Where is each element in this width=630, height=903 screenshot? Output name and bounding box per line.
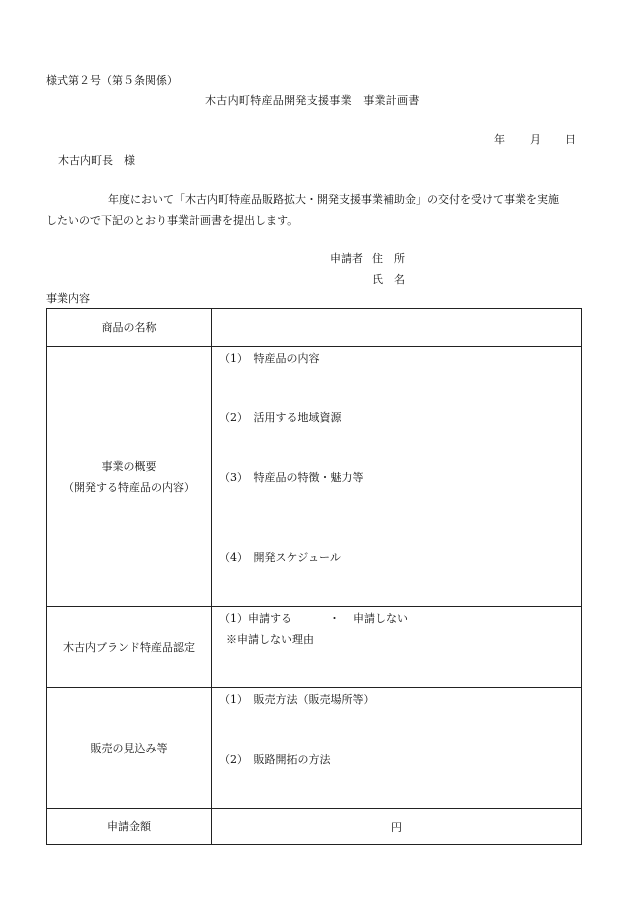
- section-label: 事業内容: [46, 292, 90, 305]
- overview-item-2: （2） 活用する地域資源: [219, 411, 342, 424]
- brand-separator: ・: [329, 612, 340, 625]
- brand-label: 木古内ブランド特産品認定: [47, 607, 212, 688]
- sales-item-1: （1） 販売方法（販売場所等）: [219, 693, 375, 706]
- table-row-amount: [47, 809, 582, 845]
- date-month-label: 月: [530, 133, 541, 146]
- overview-item-4: （4） 開発スケジュール: [219, 551, 341, 564]
- body-text-line-2: したいので下記のとおり事業計画書を提出します。: [46, 214, 299, 227]
- name-label: 氏 名: [372, 273, 405, 286]
- table-row-brand: [47, 607, 582, 688]
- table-row-product-name: [47, 309, 582, 347]
- sales-field[interactable]: [212, 688, 582, 809]
- form-number: 様式第２号（第５条関係）: [46, 74, 178, 87]
- overview-item-3: （3） 特産品の特徴・魅力等: [219, 471, 364, 484]
- overview-label-line-2: （開発する特産品の内容）: [63, 480, 195, 494]
- overview-label-line-1: 事業の概要: [101, 459, 157, 473]
- overview-field[interactable]: [212, 347, 582, 607]
- sales-label: 販売の見込み等: [47, 688, 212, 809]
- document-title: 木古内町特産品開発支援事業 事業計画書: [205, 94, 420, 107]
- brand-field[interactable]: [212, 607, 582, 688]
- address-label: 住 所: [372, 252, 405, 265]
- sales-item-2: （2） 販路開拓の方法: [219, 753, 331, 766]
- date-year-label: 年: [494, 133, 505, 146]
- product-name-field[interactable]: [212, 309, 582, 347]
- brand-option-not-apply[interactable]: 申請しない: [353, 612, 408, 625]
- addressee: 木古内町長 様: [58, 154, 135, 167]
- business-plan-table: [46, 308, 582, 845]
- table-row-overview: [47, 347, 582, 607]
- applicant-label: 申請者: [330, 252, 363, 265]
- brand-option-apply[interactable]: （1）申請する: [219, 612, 292, 625]
- date-day-label: 日: [565, 133, 576, 146]
- amount-field[interactable]: 円: [212, 809, 582, 845]
- body-text-line-1: 年度において「木古内町特産品販路拡大・開発支援事業補助金」の交付を受けて事業を実施: [108, 193, 559, 206]
- brand-reason-label: ※申請しない理由: [226, 633, 314, 646]
- overview-item-1: （1） 特産品の内容: [219, 352, 320, 365]
- overview-label: [47, 347, 212, 607]
- table-row-sales: [47, 688, 582, 809]
- amount-label: 申請金額: [47, 809, 212, 845]
- product-name-label: 商品の名称: [47, 309, 212, 347]
